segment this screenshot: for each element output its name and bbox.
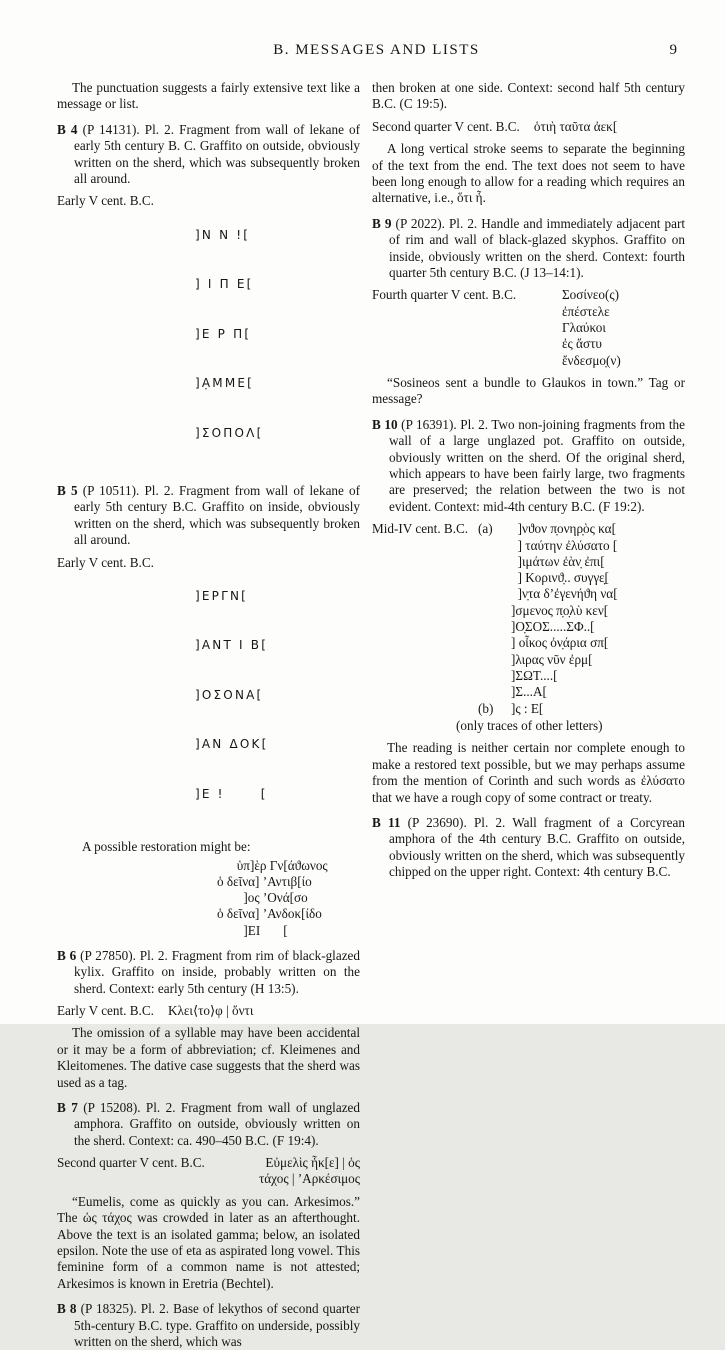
entry-b8-text: (P 18325). Pl. 2. Base of lekythos of second quarter 5th-century B.C. type. Graffito on underside, possibly written on the sherd, which was xyxy=(74,1301,361,1350)
b4-epigraphic-block xyxy=(195,193,263,474)
entry-b9 xyxy=(372,216,685,282)
graffito-line: ἐς ἄστυ xyxy=(562,336,602,352)
entry-b11-label: B 11 xyxy=(372,814,401,830)
b6-greek: Κλει⟨το⟩φ | ὄντι xyxy=(167,1002,254,1018)
graffito-line: ]ANT I B[ xyxy=(195,638,269,653)
b8-continuation: then broken at one side. Context: second half 5th century B.C. (C 19:5). xyxy=(372,80,685,112)
graffito-line: ]λιρας νῦν ἐρμ[ xyxy=(511,651,593,667)
restoration-line: ὁ δεῖνα] ’Αντιβ[ίο xyxy=(217,873,312,889)
entry-b8 xyxy=(57,1301,360,1350)
b8-commentary: A long vertical stroke seems to separate the beginning of the text from the end. The text does not seem to have been long enough to allow for a reading which requires an alternative, i.e., ὅτι ἦ. xyxy=(372,141,685,206)
restoration-line: ]ος ’Ονά[σο xyxy=(217,890,308,906)
graffito-line: ]Ο̣ΣΟΣ.....ΣΦ..[ xyxy=(511,618,595,634)
entry-b6 xyxy=(57,948,360,997)
b9-graffito xyxy=(372,287,685,368)
graffito-line: ]σμενος π̣ο̣λὺ κεν[ xyxy=(511,602,609,618)
running-head xyxy=(0,42,725,58)
b10-graffito-a xyxy=(372,521,685,700)
right-column xyxy=(372,80,685,881)
b5-graffito xyxy=(57,555,360,836)
entry-b6-label: B 6 xyxy=(57,947,77,963)
graffito-line: Γλαύκοι xyxy=(562,320,606,336)
left-column xyxy=(57,80,360,1350)
graffito-line: ἔνδεσμο̣(ν) xyxy=(562,352,621,368)
b6-commentary: The omission of a syllable may have been accidental or it may be a form of abbreviation; cf. Kleimenes and Kleitomenes. The dative case suggests that the sherd was used as a tag. xyxy=(57,1025,360,1090)
entry-b5-text: (P 10511). Pl. 2. Fragment from wall of lekane of early 5th century B.C. Graffito on inside, obviously written on the sherd, which was subsequently broken all around. xyxy=(74,483,361,548)
entry-b9-label: B 9 xyxy=(372,215,392,231)
b5-restoration-block xyxy=(217,858,360,939)
page-number: 9 xyxy=(669,42,677,58)
entry-b11-space xyxy=(400,815,407,830)
entry-b6-text: (P 27850). Pl. 2. Fragment from rim of black-glazed kylix. Graffito on inside, probably written on the sherd. Context: early 5th century (H 13:5). xyxy=(74,947,361,996)
graffito-line: ]ν̣τα δ’ἐγενήϑη να[ xyxy=(511,586,618,602)
graffito-line: ]EPΓN[ xyxy=(195,588,249,603)
graffito-line: ]E ! [ xyxy=(195,786,268,801)
entry-b5-label: B 5 xyxy=(57,483,78,499)
graffito-line: ]E P Π[ xyxy=(195,326,252,341)
graffito-line: ] Κορινϑ̣.. συγγε̣[ xyxy=(511,570,609,586)
b8-date: Second quarter V cent. B.C. xyxy=(372,118,520,134)
restoration-line: ὁ δεῖνα] ’Ανδοκ[ίδο xyxy=(217,906,322,922)
entry-b4-text: (P 14131). Pl. 2. Fragment from wall of lekane of early 5th century B. C. Graffito on outside, obviously written on the sherd, which was subsequently broken all around. xyxy=(74,121,361,187)
b9-commentary: “Sosineos sent a bundle to Glaukos in town.” Tag or message? xyxy=(372,374,685,407)
b10-fragment-b-note: (only traces of other letters) xyxy=(456,717,603,733)
b6-date: Early V cent. B.C. xyxy=(57,1002,154,1018)
graffito-line: ]OΣONA[ xyxy=(195,687,264,702)
section-title: B. MESSAGES AND LISTS xyxy=(273,42,480,58)
graffito-line: ]N N ![ xyxy=(195,227,251,242)
b10-graffito-b xyxy=(372,701,685,717)
b10-commentary: The reading is neither certain nor complete enough to make a restored text possible, but we may perhaps assume from the mention of Corinth and such words as ἐλύσατο that we have a rough copy of some contract or treaty. xyxy=(372,740,685,805)
b5-epigraphic-block xyxy=(195,555,269,836)
entry-b4 xyxy=(57,122,360,188)
b10-fragment-b-label: (b) xyxy=(478,701,494,717)
b7-commentary: “Eumelis, come as quickly as you can. Arkesimos.” The ὡς τάχος was crowded in later as an afterthought. Above the text is an isolated gamma; below, an isolated epsilon. Note the use of eta as aspirated long vowel. This feminine form of a common name is not attested; Arkesimos is known in Eretria (Bechtel). xyxy=(57,1193,360,1291)
b6-graffito xyxy=(57,1003,360,1019)
b7-graffito xyxy=(57,1155,360,1188)
b5-restoration-intro: A possible restoration might be: xyxy=(82,839,251,855)
entry-b11 xyxy=(372,815,685,881)
entry-b7-text: (P 15208). Pl. 2. Fragment from wall of unglazed amphora. Graffito on outside, obviously written on the sherd. Context: ca. 490–450 B.C. (F 19:4). xyxy=(74,1099,360,1148)
entry-b4-label: B 4 xyxy=(57,121,78,137)
b7-greek-line: τάχος | ’Αρκέσιμος xyxy=(258,1171,360,1187)
b8-greek: ὁτιὴ ταῦτα ἀεκ[ xyxy=(533,118,618,134)
b5-date: Early V cent. B.C. xyxy=(57,554,154,570)
b9-greek-block xyxy=(562,287,621,368)
graffito-line: ἐπέστελε xyxy=(562,303,610,319)
restoration-line: ὑπ]ὲρ Γν[άϑωνος xyxy=(217,857,328,873)
b10-greek-line-b: ]ς : Ε[ xyxy=(511,701,544,717)
b10-date: Mid-IV cent. B.C. xyxy=(372,521,469,537)
entry-b5 xyxy=(57,483,360,549)
graffito-line: ]ιμάτων ἐὰν̣ ἐπι[ xyxy=(511,553,605,569)
b4-graffito xyxy=(57,193,360,474)
b7-date: Second quarter V cent. B.C. xyxy=(57,1155,205,1171)
graffito-line: Σοσίνεο(ς) xyxy=(562,287,620,303)
b10-fragment-a-label: (a) xyxy=(478,521,493,537)
entry-b9-text: (P 2022). Pl. 2. Handle and immediately adjacent part of rim and wall of black-glazed skyphos. Graffito on inside, obviously written on the sherd. Context: fourth quarter 5th century B.C. (J 13–14:1). xyxy=(389,215,686,281)
b4-date: Early V cent. B.C. xyxy=(57,193,154,209)
entry-b7 xyxy=(57,1100,360,1149)
intro-paragraph: The punctuation suggests a fairly extensive text like a message or list. xyxy=(57,80,360,112)
graffito-line: ]AN ΔOK[ xyxy=(195,737,269,752)
b7-greek-line: Εὐμελὶς ἧκ[ε] | ὁς xyxy=(265,1155,360,1171)
graffito-line: ]νϑον π̣ονηρ̣ὸς κα[ xyxy=(511,521,616,537)
graffito-line: ]Σ...Α[ xyxy=(511,684,547,700)
graffito-line: ] ταύτην ἐλύσατο [ xyxy=(511,537,618,553)
graffito-line: ]ΣΟΠΟΛ[ xyxy=(195,425,264,440)
graffito-line: ]ΣΩΤ....[ xyxy=(511,667,558,683)
graffito-line: ] οἶκος ὀν̣άρια σπ[ xyxy=(511,635,609,651)
entry-b10-label: B 10 xyxy=(372,416,398,432)
graffito-line: ] I Π E[ xyxy=(195,277,254,292)
entry-b10 xyxy=(372,417,685,515)
entry-b8-label: B 8 xyxy=(57,1301,77,1317)
restoration-line: ]ΕΙ [ xyxy=(217,922,288,938)
b8-graffito xyxy=(372,119,685,135)
entry-b7-label: B 7 xyxy=(57,1099,78,1115)
graffito-line: ]ẠMME[ xyxy=(195,376,255,391)
entry-b11-text: (P 23690). Pl. 2. Wall fragment of a Corcyrean amphora of the 4th century B.C. Graffito on outside, obviously written on the sherd, which was subsequently chipped on the upper right. Context: 4th century B.C. xyxy=(389,814,685,880)
b7-greek-block xyxy=(205,1155,360,1188)
b9-date: Fourth quarter V cent. B.C. xyxy=(372,287,517,303)
b10-greek-block-a xyxy=(511,521,618,700)
entry-b10-text: (P 16391). Pl. 2. Two non-joining fragments from the wall of a large unglazed pot. Graffito on outside, obviously written on the sherd. Of the original sherd, which appears to have been fairly large, two fragments are preserved; the relation between the two is not evident. Context: mid-4th century B.C. (F 19:2). xyxy=(389,416,686,514)
